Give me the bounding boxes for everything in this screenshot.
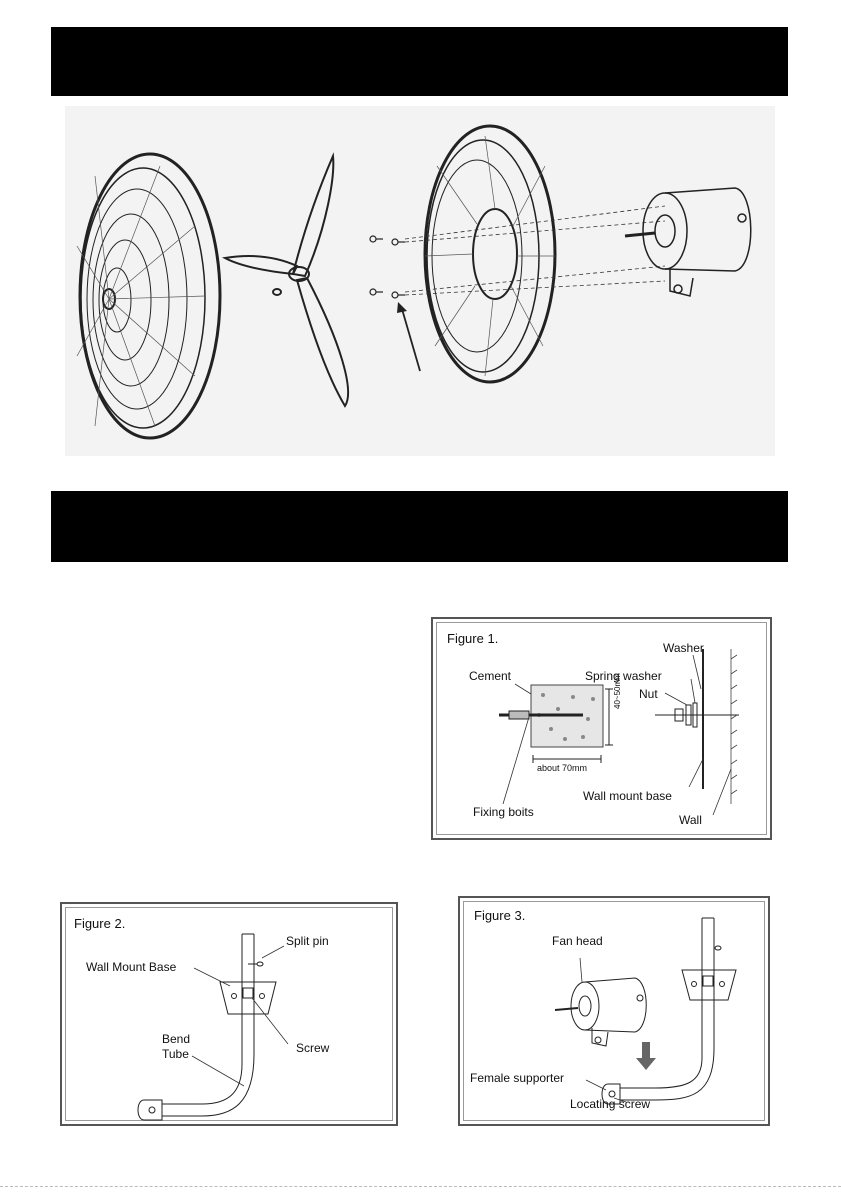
label-screw: Screw	[296, 1041, 330, 1055]
page-bottom-border	[0, 1186, 841, 1187]
figure-2-bend-tube	[60, 902, 398, 1126]
figure-3-drawing	[460, 898, 768, 1124]
label-fixing-bolts: Fixing boits	[473, 805, 534, 819]
fan-blades	[225, 156, 348, 406]
label-nut: Nut	[639, 687, 658, 701]
figure-1-title: Figure 1.	[447, 631, 499, 646]
label-tube: Tube	[162, 1047, 189, 1061]
label-wall: Wall	[679, 813, 702, 827]
label-spring-washer: Spring washer	[585, 669, 662, 683]
label-split-pin: Split pin	[286, 934, 329, 948]
label-length: about 70mm	[537, 763, 588, 773]
fan-exploded-assembly-diagram	[65, 106, 775, 456]
label-female-supporter: Female supporter	[470, 1071, 565, 1085]
label-fan-head: Fan head	[552, 934, 603, 948]
label-cement: Cement	[469, 669, 512, 683]
screws	[370, 236, 405, 298]
label-bend: Bend	[162, 1032, 191, 1046]
figure-2-drawing	[62, 904, 396, 1124]
label-locating-screw: Locating screw	[570, 1097, 651, 1111]
section-header-bar-top	[51, 27, 788, 96]
exploded-diagram-drawing	[65, 106, 775, 456]
label-wall-mount-base: Wall mount base	[583, 789, 672, 803]
figure-3-title: Figure 3.	[474, 908, 526, 923]
motor	[625, 188, 751, 296]
down-arrow-icon	[636, 1042, 656, 1070]
section-header-bar-middle	[51, 491, 788, 562]
label-washer: Washer	[663, 641, 704, 655]
label-depth: 40~50mm	[613, 673, 622, 709]
figure-1-wall-fixing	[431, 617, 772, 840]
label-wall-mount-base: Wall Mount Base	[86, 960, 177, 974]
figure-2-title: Figure 2.	[74, 916, 126, 931]
figure-3-fan-head-mounting	[458, 896, 770, 1126]
pointer-arrow	[402, 309, 420, 371]
